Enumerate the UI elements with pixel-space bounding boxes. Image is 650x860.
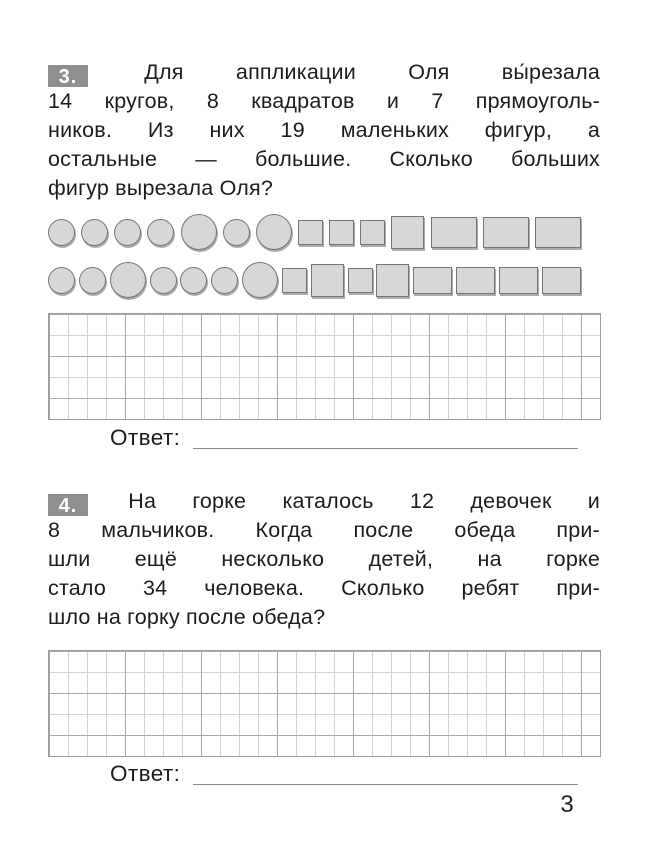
shape-circle-large [256, 214, 292, 250]
problem-text-line: стало 34 человека. Сколько ребят при- [48, 576, 600, 600]
shape-rect-large [535, 217, 581, 248]
shape-circle-large [181, 214, 217, 250]
shape-circle-small [147, 219, 174, 246]
answer-grid-problem-3 [48, 313, 601, 420]
shape-circle-small [48, 219, 75, 246]
answer-row-problem-4 [110, 758, 578, 788]
answer-row-problem-3 [110, 422, 578, 452]
task-number-badge: 4. [48, 494, 88, 516]
problem-text-line: ников. Из них 19 маленьких фигур, а [48, 118, 600, 142]
shape-circle-small [79, 267, 106, 294]
shape-square-large [391, 216, 424, 249]
problem-text-line: 3. Для аппликации Оля вы́резала [48, 58, 600, 87]
shape-circle-small [223, 219, 250, 246]
shape-circle-small [48, 267, 75, 294]
shape-circle-large [242, 262, 278, 298]
problem-text-line: фигур вырезала Оля? [48, 176, 274, 200]
problem-text-line: 8 мальчиков. Когда после обеда при- [48, 518, 600, 542]
problem-4-section [48, 487, 600, 817]
answer-grid-problem-4 [48, 650, 601, 757]
page-number: 3 [560, 791, 574, 818]
problem-text-line: шло на горку после обеда? [48, 605, 326, 629]
problem-4-text [48, 487, 600, 632]
problem-text-line: 4. На горке каталось 12 девочек и [48, 487, 600, 516]
shape-square-large [311, 264, 344, 297]
shape-square-large [376, 264, 409, 297]
shape-circle-small [180, 267, 207, 294]
shape-rect-small [413, 267, 452, 294]
shape-square-small [360, 220, 385, 245]
shape-circle-small [114, 219, 141, 246]
shape-rect-small [499, 267, 538, 294]
shape-circle-small [81, 219, 108, 246]
answer-label: Ответ: [110, 425, 181, 450]
task-number-badge: 3. [48, 65, 88, 87]
shapes-row-2 [48, 260, 581, 300]
shape-square-small [348, 268, 373, 293]
shape-rect-small [456, 267, 495, 294]
problem-3-section [48, 58, 600, 458]
answer-label: Ответ: [110, 761, 181, 786]
problem-text-line: 14 кругов, 8 квадратов и 7 прямоуголь- [48, 89, 600, 113]
shape-square-small [329, 220, 354, 245]
shapes-row-1 [48, 212, 581, 252]
answer-blank-line [193, 783, 578, 785]
shape-circle-large [110, 262, 146, 298]
answer-blank-line [193, 447, 578, 449]
shape-rect-small [542, 267, 581, 294]
shape-circle-small [211, 267, 238, 294]
problem-text-line: остальные — большие. Сколько больших [48, 147, 600, 171]
shape-square-small [298, 220, 323, 245]
shape-circle-small [150, 267, 177, 294]
problem-text-line: шли ещё несколько детей, на горке [48, 547, 600, 571]
problem-3-text [48, 58, 600, 203]
shape-rect-large [483, 217, 529, 248]
shape-rect-large [431, 217, 477, 248]
shape-square-small [282, 268, 307, 293]
